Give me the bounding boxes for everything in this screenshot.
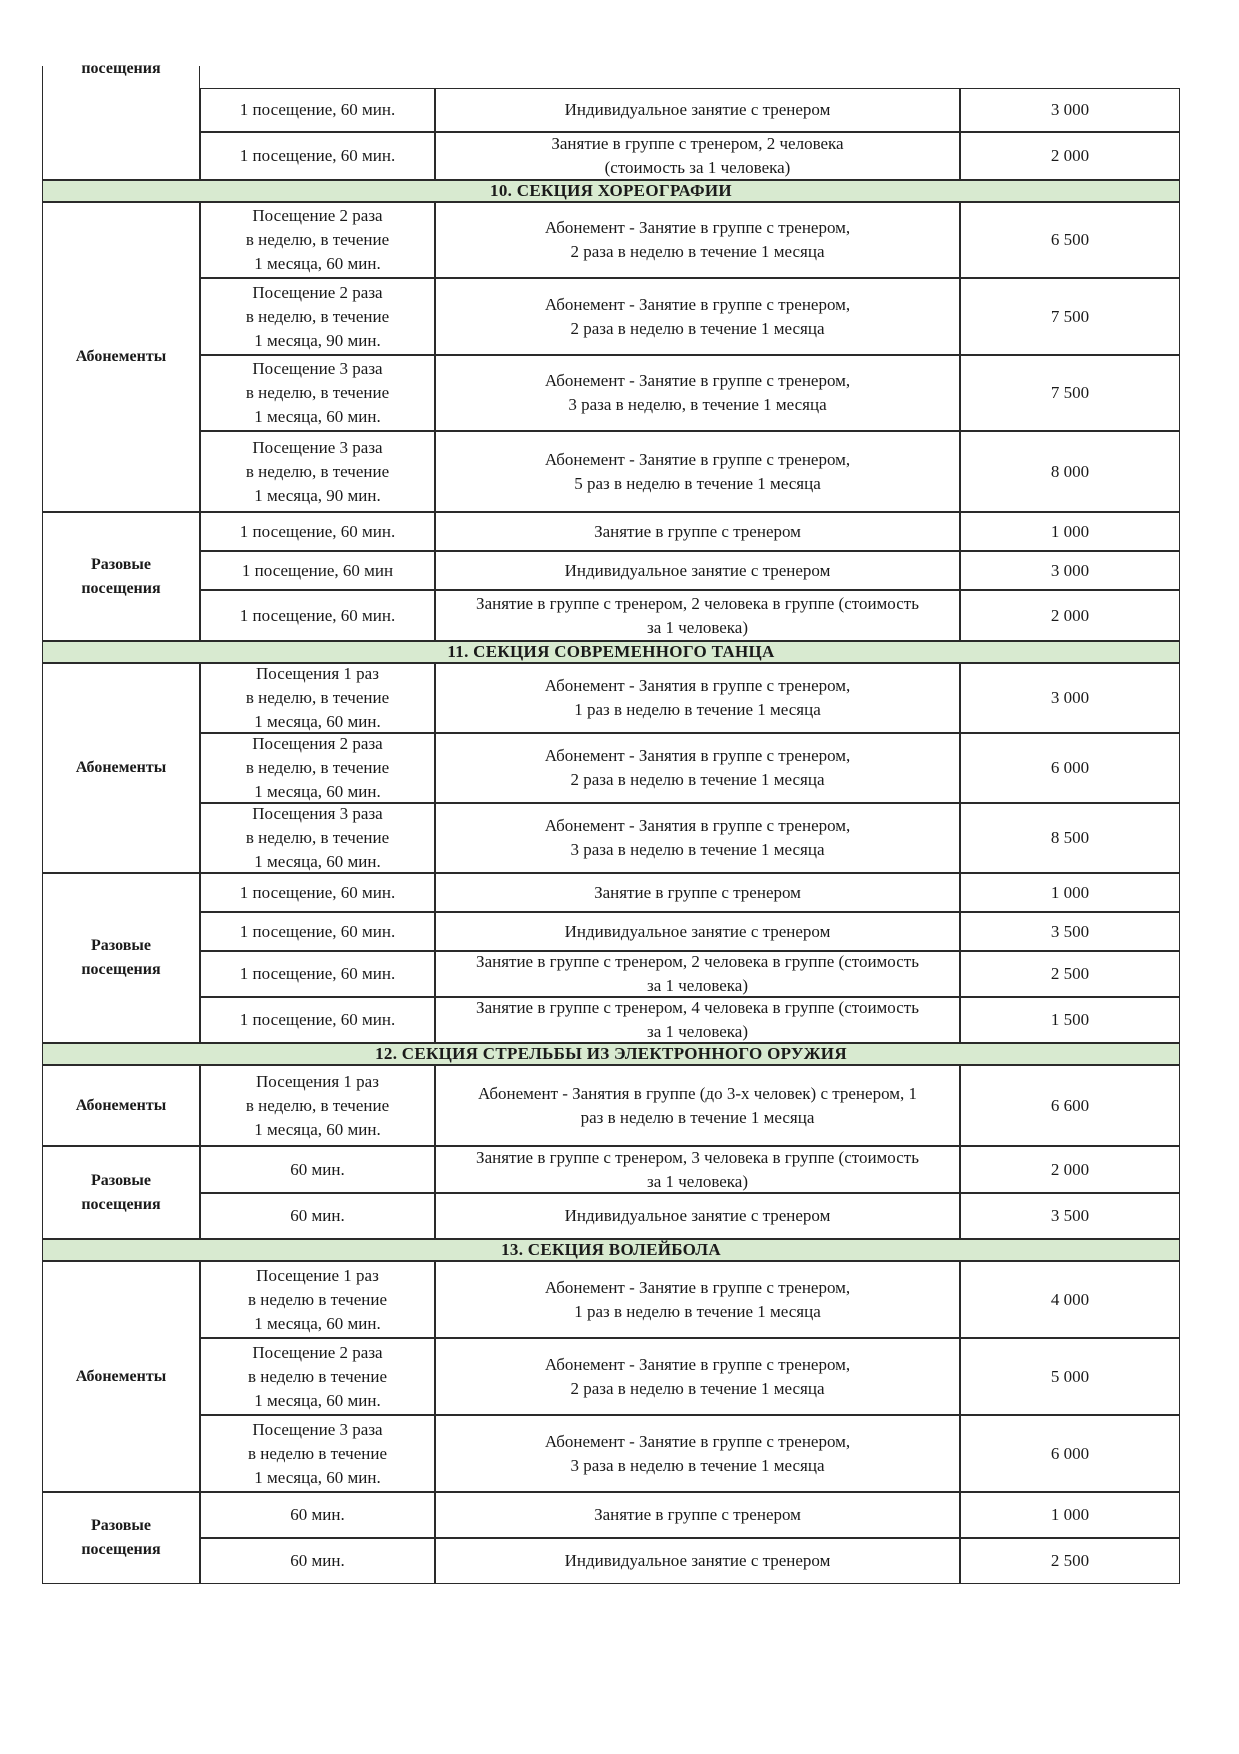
- description-cell-text: Занятие в группе с тренером, 4 человека в группе (стоимость за 1 человека): [476, 998, 919, 1041]
- period-cell-text: 1 посещение, 60 мин.: [239, 100, 396, 119]
- price-cell: [960, 873, 1180, 912]
- category-cell: [42, 60, 200, 180]
- category-cell: [42, 663, 200, 873]
- period-cell-text: 1 посещение, 60 мин.: [239, 1010, 396, 1029]
- price-cell-text: 3 500: [1050, 921, 1090, 941]
- category-cell-text: посещения: [81, 60, 161, 77]
- description-cell-text: Абонемент - Занятия в группе с тренером, 3 раза в неделю в течение 1 месяца: [544, 816, 851, 859]
- category-cell-text: Абонементы: [75, 1367, 167, 1385]
- description-cell-text: Занятие в группе с тренером: [594, 882, 801, 902]
- description-cell-text: Индивидуальное занятие с тренером: [564, 1206, 831, 1225]
- price-cell: [960, 551, 1180, 590]
- description-cell: [435, 590, 960, 641]
- price-cell-text: 3 000: [1050, 100, 1090, 119]
- price-cell-text: 8 500: [1050, 828, 1090, 847]
- description-cell-text: Занятие в группе с тренером, 2 человека в группе (стоимость за 1 человека): [476, 952, 919, 995]
- price-cell-text: 2 500: [1050, 1551, 1090, 1570]
- price-cell: [960, 912, 1180, 951]
- price-cell: [960, 278, 1180, 355]
- period-cell: [200, 431, 435, 512]
- price-cell-text: 1 000: [1050, 882, 1090, 902]
- price-cell: [960, 1261, 1180, 1338]
- description-cell: [435, 663, 960, 733]
- description-cell-text: Абонемент - Занятие в группе с тренером, 2 раза в неделю в течение 1 месяца: [544, 294, 851, 338]
- category-cell-text: Разовые посещения: [81, 937, 161, 978]
- price-cell: [960, 733, 1180, 803]
- description-cell-text: Индивидуальное занятие с тренером: [564, 100, 831, 119]
- description-cell: [435, 1193, 960, 1239]
- description-cell-text: Абонемент - Занятие в группе с тренером, 1 раз в неделю в течение 1 месяца: [544, 1277, 851, 1321]
- period-cell-text: 1 посещение, 60 мин.: [239, 146, 396, 165]
- period-cell: [200, 202, 435, 278]
- period-cell-text: Посещение 2 раза в неделю в течение 1 месяца, 60 мин.: [248, 1342, 387, 1410]
- description-cell-text: Индивидуальное занятие с тренером: [564, 1551, 831, 1570]
- price-cell: [960, 132, 1180, 180]
- period-cell: [200, 1193, 435, 1239]
- price-cell-text: 7 500: [1050, 306, 1090, 326]
- description-cell: [435, 1065, 960, 1146]
- period-cell-text: Посещение 2 раза в неделю, в течение 1 месяца, 60 мин.: [245, 206, 390, 273]
- price-cell: [960, 431, 1180, 512]
- description-cell: [435, 132, 960, 180]
- period-cell: [200, 278, 435, 355]
- period-cell: [200, 551, 435, 590]
- period-cell-text: Посещения 1 раз в неделю, в течение 1 месяца, 60 мин.: [245, 1071, 390, 1139]
- section-header: [42, 1043, 1180, 1065]
- description-cell: [435, 733, 960, 803]
- price-cell-text: 1 000: [1050, 521, 1090, 541]
- price-cell-text: 1 000: [1050, 1505, 1090, 1524]
- period-cell: [200, 1538, 435, 1584]
- description-cell: [435, 1538, 960, 1584]
- section-header: [42, 641, 1180, 663]
- description-cell: [435, 1415, 960, 1492]
- price-cell: [960, 1492, 1180, 1538]
- price-cell-text: 6 500: [1050, 230, 1090, 249]
- price-cell-text: 3 500: [1050, 1206, 1090, 1225]
- price-cell-text: 7 500: [1050, 383, 1090, 402]
- description-cell: [435, 88, 960, 132]
- description-cell: [435, 1492, 960, 1538]
- section-header-text: 11. СЕКЦИЯ СОВРЕМЕННОГО ТАНЦА: [447, 642, 775, 661]
- period-cell-text: 60 мин.: [290, 1206, 345, 1225]
- period-cell-text: Посещение 1 раз в неделю в течение 1 месяца, 60 мин.: [248, 1265, 387, 1333]
- category-cell-text: Разовые посещения: [81, 555, 161, 597]
- price-cell-text: 6 600: [1050, 1095, 1090, 1115]
- price-cell-text: 6 000: [1050, 758, 1090, 777]
- description-cell: [435, 1146, 960, 1193]
- section-header-text: 13. СЕКЦИЯ ВОЛЕЙБОЛА: [501, 1240, 721, 1259]
- period-cell: [200, 1146, 435, 1193]
- price-cell-text: 6 000: [1050, 1443, 1090, 1463]
- description-cell-text: Абонемент - Занятие в группе с тренером, 2 раза в неделю в течение 1 месяца: [544, 218, 851, 261]
- price-cell: [960, 202, 1180, 278]
- period-cell-text: 60 мин.: [290, 1159, 345, 1179]
- price-cell: [960, 355, 1180, 431]
- period-cell-text: Посещение 3 раза в неделю, в течение 1 месяца, 60 мин.: [245, 359, 390, 426]
- description-cell: [435, 912, 960, 951]
- description-cell-text: Индивидуальное занятие с тренером: [564, 560, 831, 580]
- description-cell: [435, 997, 960, 1043]
- price-cell-text: 2 500: [1050, 964, 1090, 983]
- category-cell: [42, 512, 200, 641]
- period-cell-text: 1 посещение, 60 мин: [241, 560, 394, 580]
- period-cell-text: Посещения 3 раза в неделю, в течение 1 месяца, 60 мин.: [245, 804, 390, 871]
- price-cell: [960, 1415, 1180, 1492]
- category-cell: [42, 1261, 200, 1492]
- price-cell: [960, 590, 1180, 641]
- period-cell: [200, 88, 435, 132]
- category-cell-text: Разовые посещения: [81, 1171, 161, 1213]
- description-cell: [435, 431, 960, 512]
- price-cell: [960, 803, 1180, 873]
- period-cell: [200, 997, 435, 1043]
- price-cell-text: 3 000: [1050, 688, 1090, 707]
- period-cell-text: 1 посещение, 60 мин.: [239, 521, 396, 541]
- price-cell-text: 2 000: [1050, 146, 1090, 165]
- section-header-text: 12. СЕКЦИЯ СТРЕЛЬБЫ ИЗ ЭЛЕКТРОННОГО ОРУЖИЯ: [375, 1044, 847, 1063]
- description-cell-text: Абонемент - Занятия в группе с тренером, 1 раз в неделю в течение 1 месяца: [544, 676, 851, 719]
- price-cell-text: 5 000: [1050, 1366, 1090, 1386]
- period-cell-text: 1 посещение, 60 мин.: [239, 605, 396, 625]
- description-cell: [435, 202, 960, 278]
- description-cell-text: Занятие в группе с тренером, 3 человека в группе (стоимость за 1 человека): [476, 1147, 919, 1191]
- price-cell: [960, 88, 1180, 132]
- period-cell: [200, 733, 435, 803]
- price-cell: [960, 1146, 1180, 1193]
- description-cell: [435, 355, 960, 431]
- description-cell-text: Абонемент - Занятия в группе с тренером, 2 раза в неделю в течение 1 месяца: [544, 746, 851, 789]
- description-cell: [435, 873, 960, 912]
- section-header: [42, 1239, 1180, 1261]
- period-cell: [200, 1065, 435, 1146]
- period-cell-text: Посещение 3 раза в неделю в течение 1 месяца, 60 мин.: [248, 1419, 387, 1487]
- price-cell-text: 1 500: [1050, 1010, 1090, 1029]
- period-cell-text: 60 мин.: [290, 1505, 345, 1524]
- period-cell: [200, 512, 435, 551]
- price-cell-text: 2 000: [1050, 605, 1090, 625]
- category-cell: [42, 873, 200, 1043]
- period-cell: [200, 803, 435, 873]
- period-cell-text: 60 мин.: [290, 1551, 345, 1570]
- category-cell-text: Абонементы: [75, 1096, 167, 1114]
- section-header-text: 10. СЕКЦИЯ ХОРЕОГРАФИИ: [490, 181, 732, 200]
- category-cell: [42, 1065, 200, 1146]
- period-cell: [200, 590, 435, 641]
- description-cell: [435, 1261, 960, 1338]
- period-cell-text: Посещение 2 раза в неделю, в течение 1 месяца, 90 мин.: [245, 282, 390, 350]
- description-cell: [435, 951, 960, 997]
- period-cell-text: 1 посещение, 60 мин.: [239, 921, 396, 941]
- description-cell-text: Абонемент - Занятие в группе с тренером, 2 раза в неделю в течение 1 месяца: [544, 1354, 851, 1398]
- description-cell-text: Занятие в группе с тренером, 2 человека в группе (стоимость за 1 человека): [476, 593, 919, 637]
- price-cell: [960, 1538, 1180, 1584]
- price-cell: [960, 951, 1180, 997]
- description-cell-text: Индивидуальное занятие с тренером: [564, 921, 831, 941]
- category-cell: [42, 202, 200, 512]
- category-cell: [42, 1492, 200, 1584]
- period-cell: [200, 873, 435, 912]
- description-cell: [435, 512, 960, 551]
- category-cell-text: Абонементы: [75, 759, 167, 776]
- period-cell-text: Посещения 2 раза в неделю, в течение 1 месяца, 60 мин.: [245, 734, 390, 801]
- period-cell: [200, 951, 435, 997]
- period-cell: [200, 663, 435, 733]
- description-cell: [435, 803, 960, 873]
- price-cell: [960, 512, 1180, 551]
- description-cell-text: Абонемент - Занятия в группе (до 3-х человек) с тренером, 1 раз в неделю в течение 1 месяца: [477, 1083, 918, 1127]
- description-cell-text: Абонемент - Занятие в группе с тренером, 5 раз в неделю в течение 1 месяца: [544, 449, 851, 493]
- description-cell-text: Занятие в группе с тренером, 2 человека (стоимость за 1 человека): [551, 134, 844, 177]
- description-cell-text: Занятие в группе с тренером: [594, 521, 801, 541]
- period-cell: [200, 355, 435, 431]
- price-cell-text: 4 000: [1050, 1289, 1090, 1309]
- price-cell: [960, 1338, 1180, 1415]
- price-cell: [960, 1065, 1180, 1146]
- period-cell-text: 1 посещение, 60 мин.: [239, 964, 396, 983]
- period-cell-text: Посещение 3 раза в неделю, в течение 1 месяца, 90 мин.: [245, 437, 390, 505]
- period-cell: [200, 132, 435, 180]
- price-cell: [960, 663, 1180, 733]
- period-cell: [200, 1261, 435, 1338]
- price-cell-text: 3 000: [1050, 560, 1090, 580]
- category-cell: [42, 1146, 200, 1239]
- description-cell: [435, 1338, 960, 1415]
- period-cell: [200, 1492, 435, 1538]
- period-cell: [200, 1338, 435, 1415]
- category-cell-text: Разовые посещения: [81, 1517, 161, 1558]
- section-header: [42, 180, 1180, 202]
- description-cell: [435, 551, 960, 590]
- category-cell-text: Абонементы: [75, 348, 167, 365]
- description-cell-text: Абонемент - Занятие в группе с тренером, 3 раза в неделю в течение 1 месяца: [544, 1431, 851, 1475]
- period-cell-text: 1 посещение, 60 мин.: [239, 882, 396, 902]
- price-cell-text: 2 000: [1050, 1159, 1090, 1179]
- description-cell: [435, 278, 960, 355]
- price-cell: [960, 1193, 1180, 1239]
- period-cell-text: Посещения 1 раз в неделю, в течение 1 месяца, 60 мин.: [245, 664, 390, 731]
- period-cell: [200, 1415, 435, 1492]
- price-cell: [960, 997, 1180, 1043]
- description-cell-text: Абонемент - Занятие в группе с тренером, 3 раза в неделю, в течение 1 месяца: [544, 371, 851, 414]
- period-cell: [200, 912, 435, 951]
- description-cell-text: Занятие в группе с тренером: [594, 1505, 801, 1524]
- price-cell-text: 8 000: [1050, 461, 1090, 481]
